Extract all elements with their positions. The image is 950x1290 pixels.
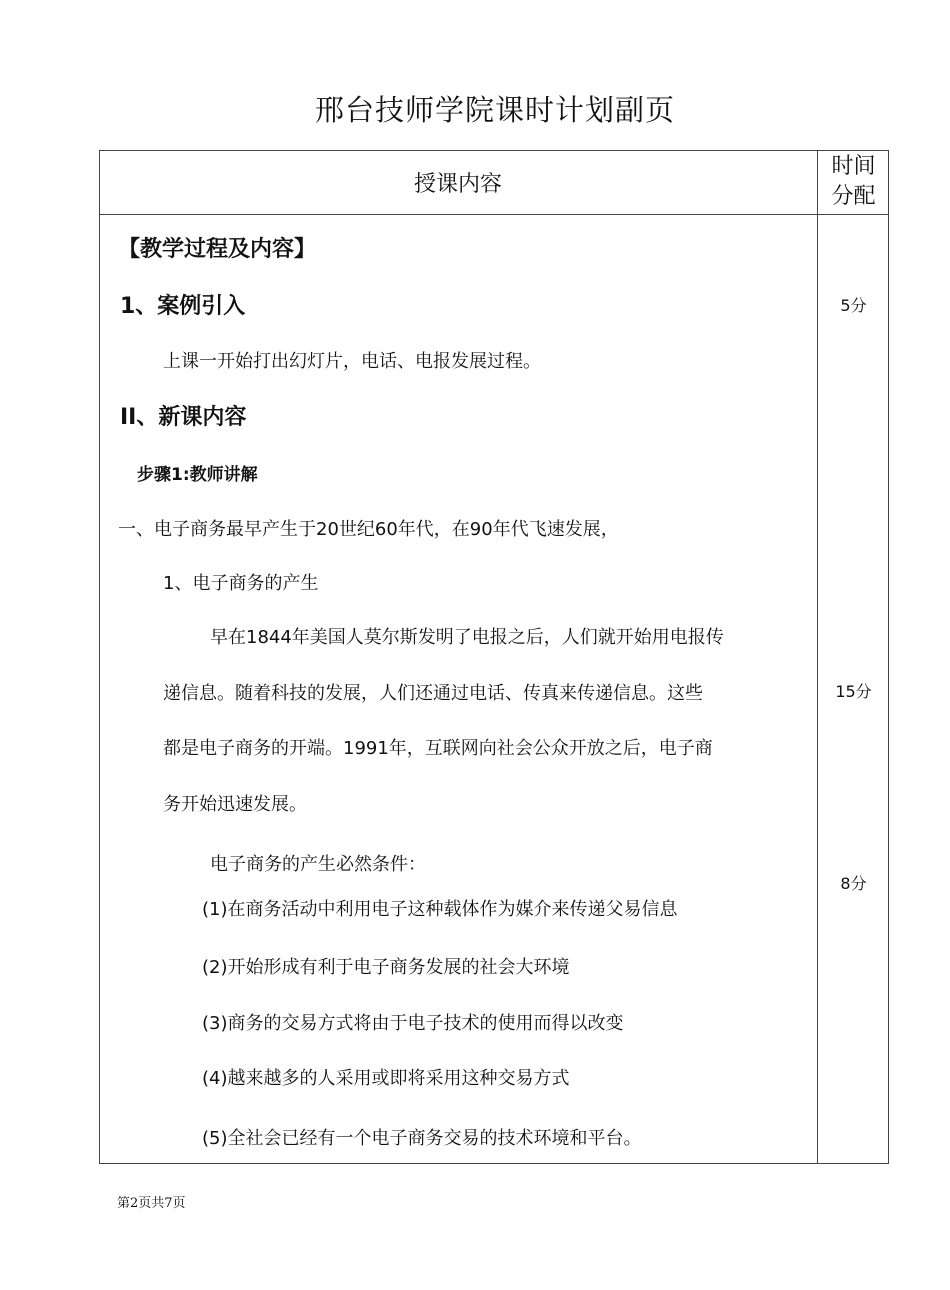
header-content-label: 授课内容: [413, 171, 502, 197]
page-title: 邢台技师学院课时计划副页: [314, 93, 675, 127]
condition-item: (5)全社会已经有一个电子商务交易的技术环境和平台。: [202, 1128, 642, 1149]
paragraph-line: 递信息。随着科技的发展，人们还通过电话、传真来传递信息。这些: [163, 683, 703, 704]
section-1-title: 1、案例引入: [120, 294, 246, 319]
condition-item: (4)越来越多的人采用或即将采用这种交易方式: [202, 1068, 570, 1089]
condition-item: (1)在商务活动中利用电子这种载体作为媒介来传递父易信息: [202, 899, 678, 920]
page-footer: 第2页共7页: [117, 1196, 186, 1211]
header-divider: [99, 214, 889, 215]
step-1-label: 步骤1:教师讲解: [137, 465, 258, 485]
paragraph-line: 都是电子商务的开端。1991年，互联网向社会公众开放之后，电子商: [163, 738, 713, 759]
condition-item: (3)商务的交易方式将由于电子技术的使用而得以改变: [202, 1013, 624, 1034]
time-allocation: 8分: [840, 874, 867, 893]
conditions-title: 电子商务的产生必然条件：: [210, 854, 426, 875]
time-allocation: 5分: [840, 296, 867, 315]
header-time-line2: 分配: [831, 184, 876, 209]
condition-item: (2)开始形成有利于电子商务发展的社会大环境: [202, 957, 570, 978]
section-1-text: 上课一开始打出幻灯片，电话、电报发展过程。: [163, 351, 541, 372]
paragraph-line: 务开始迅速发展。: [163, 794, 307, 815]
point-1: 一、电子商务最早产生于20世纪60年代，在90年代飞速发展，: [118, 519, 619, 540]
paragraph-line: 早在1844年美国人莫尔斯发明了电报之后，人们就开始用电报传: [210, 627, 724, 648]
time-allocation: 15分: [835, 682, 872, 701]
header-time-label: [818, 152, 889, 212]
subheading-1: 1、电子商务的产生: [163, 573, 319, 594]
header-time-line1: 时间: [831, 154, 876, 179]
section-2-title: II、新课内容: [120, 405, 247, 430]
section-heading: 【教学过程及内容】: [118, 237, 317, 262]
